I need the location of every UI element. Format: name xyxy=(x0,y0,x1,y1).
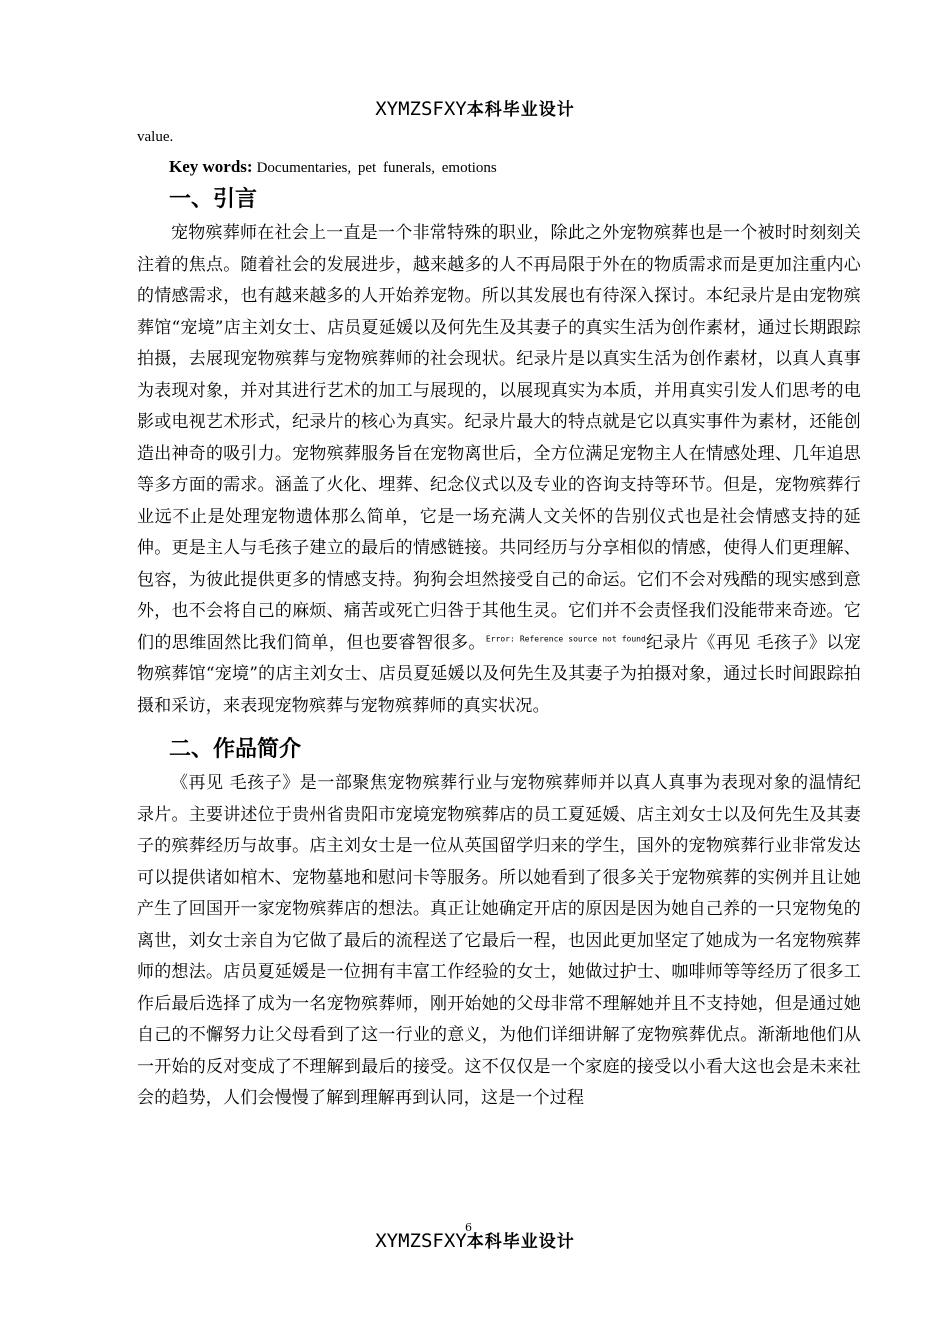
section-heading-introduction: 一、引言 xyxy=(169,187,258,212)
work-intro-paragraph: 《再见 毛孩子》是一部聚焦宠物殡葬行业与宠物殡葬师并以真人真事为表现对象的温情纪录片。主要讲述位于贵州省贵阳市宠境宠物殡葬店的员工夏延媛、店主刘女士以及何先生及其妻子的殡葬经历与故事。店主刘女士是一位从英国留学归来的学生，国外的宠物殡葬行业非常发达可以提供诸如棺木、宠物墓地和慰问卡等服务。所以她看到了很多关于宠物殡葬的实例并且让她产生了回国开一家宠物殡葬店的想法。真正让她确定开店的原因是因为她自己养的一只宠物兔的离世，刘女士亲自为它做了最后的流程送了它最后一程，也因此更加坚定了她成为一名宠物殡葬师的想法。店员夏延媛是一位拥有丰富工作经验的女士，她做过护士、咖啡师等等经历了很多工作后最后选择了成为一名宠物殡葬师，刚开始她的父母非常不理解她并且不支持她，但是通过她自己的不懈努力让父母看到了这一行业的意义，为他们详细讲解了宠物殡葬优点。渐渐地他们从一开始的反对变成了不理解到最后的接受。这不仅仅是一个家庭的接受以小看大这也会是未来社会的趋势，人们会慢慢了解到理解再到认同，这是一个过程 xyxy=(137,773,861,1108)
section-heading-work-intro: 二、作品简介 xyxy=(169,737,302,762)
page-header xyxy=(0,95,950,123)
header-code: XYMZSFXY xyxy=(375,98,467,120)
page-body xyxy=(137,124,861,1115)
abstract-tail: value. xyxy=(137,129,174,145)
footer-title: 本科毕业设计 xyxy=(466,1232,575,1252)
introduction-text-continued: 纪录片《再见 毛孩子》以宠物殡葬馆“宠境”的店主刘女士、店员夏延媛以及何先生及其妻子为拍摄对象，通过长时间跟踪拍摄和采访，来表现宠物殡葬与宠物殡葬师的真实状况。 xyxy=(137,632,861,716)
keywords-line xyxy=(137,150,861,184)
introduction-text: 宠物殡葬师在社会上一直是一个非常特殊的职业，除此之外宠物殡葬也是一个被时时刻刻关注着的焦点。随着社会的发展进步，越来越多的人不再局限于外在的物质需求而是更加注重内心的情感需求，也有越来越多的人开始养宠物。所以其发展也有待深入探讨。本纪录片是由宠物殡葬馆“宠境”店主刘女士、店员夏延媛以及何先生及其妻子的真实生活为创作素材，通过长期跟踪拍摄，去展现宠物殡葬与宠物殡葬师的社会现状。纪录片是以真实生活为创作素材，以真人真事为表现对象，并对其进行艺术的加工与展现的，以展现真实为本质，并用真实引发人们思考的电影或电视艺术形式，纪录片的核心为真实。纪录片最大的特点就是它以真实事件为素材，还能创造出神奇的吸引力。宠物殡葬服务旨在宠物离世后，全方位满足宠物主人在情感处理、几年追思等多方面的需求。涵盖了火化、埋葬、纪念仪式以及专业的咨询支持等环节。但是，宠物殡葬行业远不止是处理宠物遗体那么简单，它是一场充满人文关怀的告别仪式也是社会情感支持的延伸。更是主人与毛孩子建立的最后的情感链接。共同经历与分享相似的情感，使得人们更理解、包容，为彼此提供更多的情感支持。狗狗会坦然接受自己的命运。它们不会对残酷的现实感到意外，也不会将自己的麻烦、痛苦或死亡归咎于其他生灵。它们并不会责怪我们没能带来奇迹。它们的思维固然比我们简单，但也要睿智很多。 xyxy=(137,223,861,653)
reference-error: Error: Reference source not found xyxy=(485,633,646,643)
introduction-paragraph xyxy=(137,218,861,722)
header-title: 本科毕业设计 xyxy=(466,100,575,120)
keywords-label: Key words: xyxy=(169,157,253,176)
page-number: 6 xyxy=(465,1221,472,1234)
page-footer xyxy=(0,1227,950,1255)
footer-code: XYMZSFXY xyxy=(375,1230,467,1252)
keywords-value: Documentaries, pet funerals, emotions xyxy=(256,160,497,176)
